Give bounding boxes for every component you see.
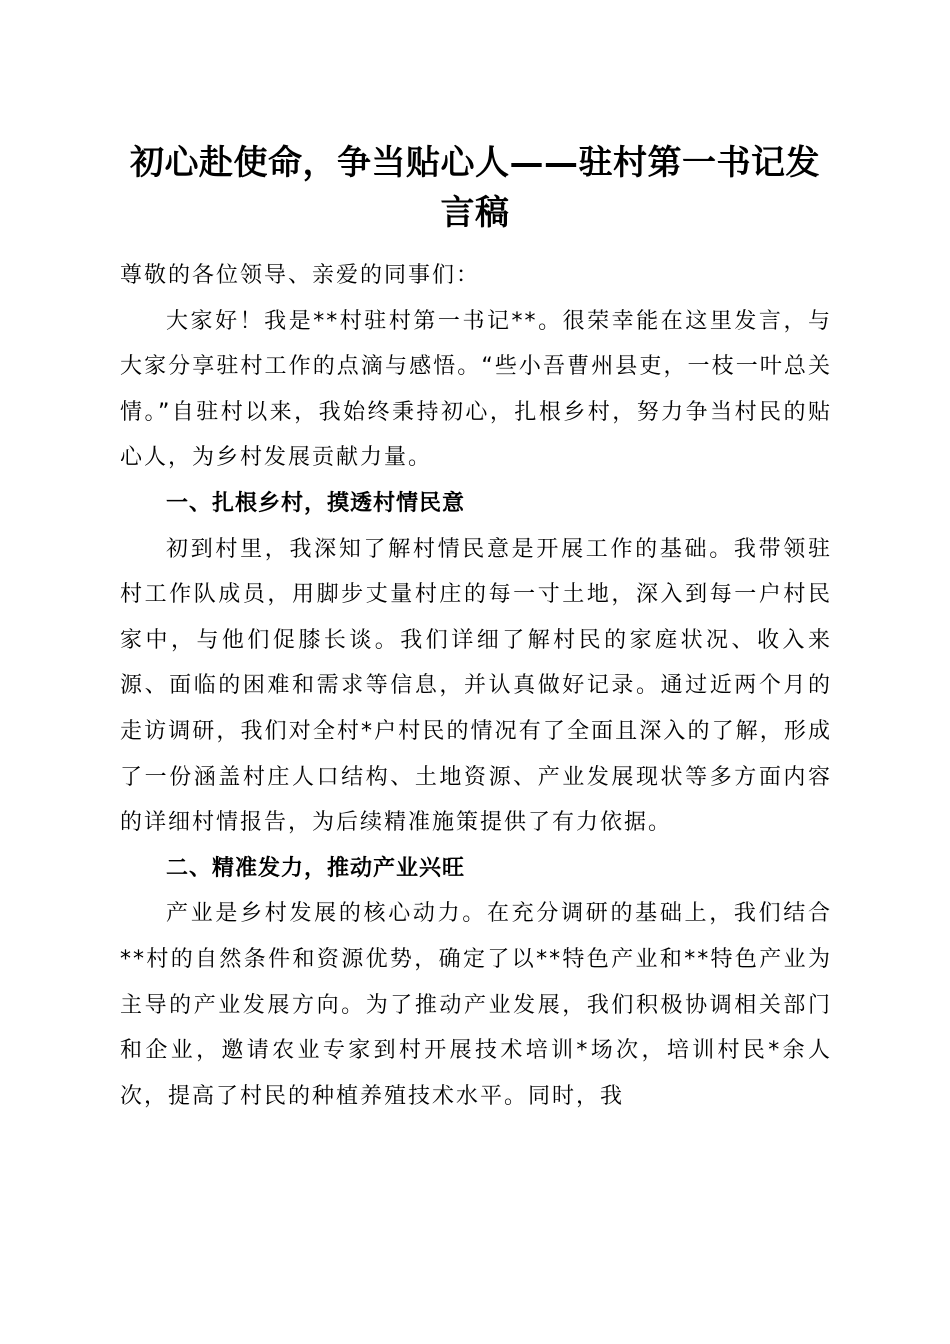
document-title — [100, 138, 850, 238]
paragraph-intro: 大家好！我是**村驻村第一书记**。很荣幸能在这里发言，与大家分享驻村工作的点滴与感悟。“些小吾曹州县吏，一枝一叶总关情。”自驻村以来，我始终秉持初心，扎根乡村，努力争当村民的贴心人，为乡村发展贡献力量。 — [120, 308, 832, 471]
title-line-2: 言稿 — [440, 193, 510, 233]
section-heading-1: 一、扎根乡村，摸透村情民意 — [166, 490, 466, 516]
section-heading-2: 二、精准发力，推动产业兴旺 — [166, 855, 466, 881]
title-line-1: 初心赴使命，争当贴心人——驻村第一书记发 — [130, 143, 820, 183]
paragraph-section-2: 产业是乡村发展的核心动力。在充分调研的基础上，我们结合**村的自然条件和资源优势，确定了以**特色产业和**特色产业为主导的产业发展方向。为了推动产业发展，我们积极协调相关部门和企业，邀请农业专家到村开展技术培训*场次，培训村民*余人次，提高了村民的种植养殖技术水平。同时，我 — [120, 901, 832, 1109]
paragraph-section-1: 初到村里，我深知了解村情民意是开展工作的基础。我带领驻村工作队成员，用脚步丈量村庄的每一寸土地，深入到每一户村民家中，与他们促膝长谈。我们详细了解村民的家庭状况、收入来源、面临的困难和需求等信息，并认真做好记录。通过近两个月的走访调研，我们对全村*户村民的情况有了全面且深入的了解，形成了一份涵盖村庄人口结构、土地资源、产业发展现状等多方面内容的详细村情报告，为后续精准施策提供了有力依据。 — [120, 536, 832, 836]
salutation: 尊敬的各位领导、亲爱的同事们： — [120, 263, 481, 288]
document-body — [120, 253, 832, 1119]
